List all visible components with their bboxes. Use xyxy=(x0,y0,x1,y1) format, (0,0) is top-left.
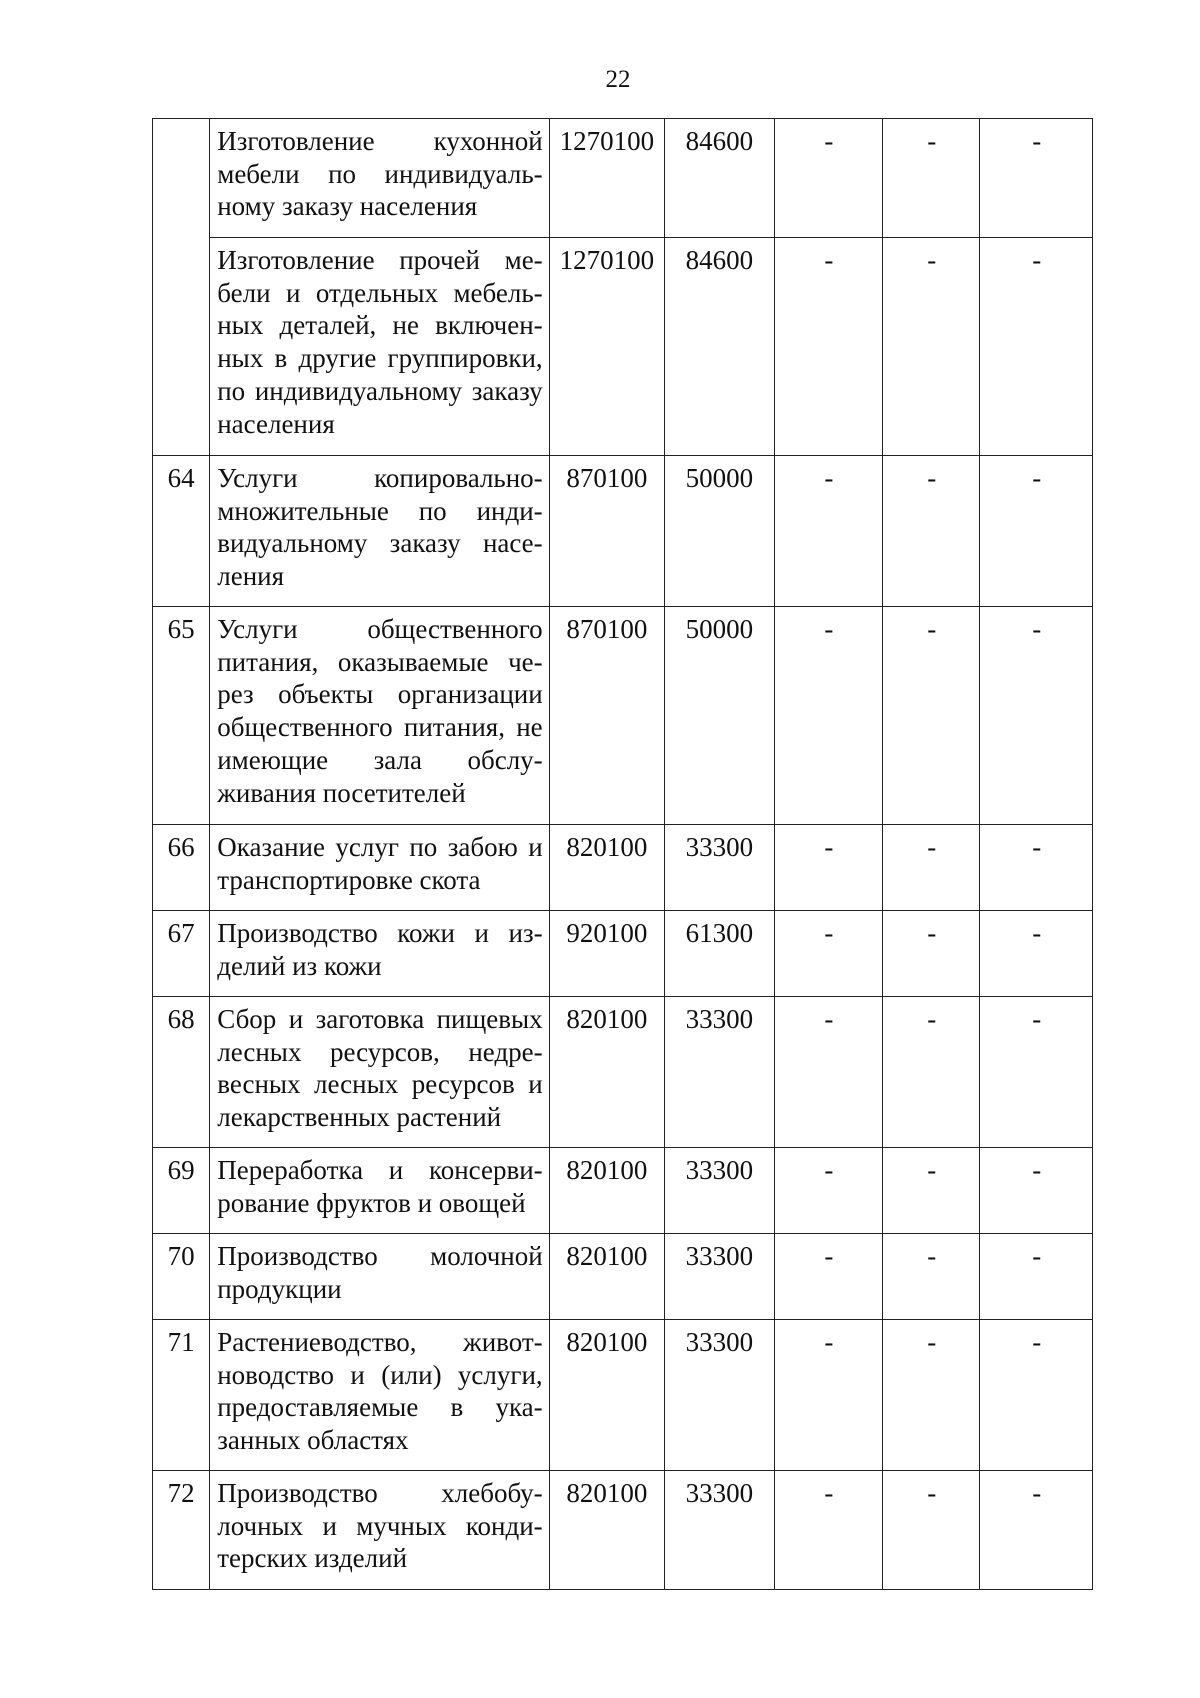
row-value-1: 920100 xyxy=(549,911,664,997)
table-row xyxy=(153,1234,1093,1320)
row-value-2: 33300 xyxy=(665,1148,774,1234)
row-col-6: - xyxy=(883,238,980,456)
row-value-1: 870100 xyxy=(549,456,664,607)
row-name: Производство хлебобулочных и мучных кондитерских изделий xyxy=(210,1471,549,1590)
table-body xyxy=(153,119,1093,1590)
row-number: 65 xyxy=(153,607,210,825)
row-col-7: - xyxy=(980,1471,1093,1590)
table-row xyxy=(153,456,1093,607)
row-col-5: - xyxy=(774,1148,882,1234)
row-name: Растениеводство, животноводство и (или) услуги, предоставляемые в указанных областях xyxy=(210,1320,549,1471)
row-number: 72 xyxy=(153,1471,210,1590)
row-value-2: 84600 xyxy=(665,119,774,238)
row-number: 64 xyxy=(153,456,210,607)
row-col-7: - xyxy=(980,911,1093,997)
row-value-2: 50000 xyxy=(665,456,774,607)
row-col-7: - xyxy=(980,456,1093,607)
row-col-5: - xyxy=(774,825,882,911)
row-col-6: - xyxy=(883,1320,980,1471)
row-value-1: 820100 xyxy=(549,1320,664,1471)
row-value-2: 50000 xyxy=(665,607,774,825)
row-value-1: 1270100 xyxy=(549,238,664,456)
row-col-7: - xyxy=(980,607,1093,825)
row-value-2: 33300 xyxy=(665,1234,774,1320)
row-value-1: 820100 xyxy=(549,1234,664,1320)
row-value-1: 820100 xyxy=(549,1148,664,1234)
row-value-1: 1270100 xyxy=(549,119,664,238)
row-number: 69 xyxy=(153,1148,210,1234)
table-row xyxy=(153,1320,1093,1471)
row-col-7: - xyxy=(980,1148,1093,1234)
table-row xyxy=(153,1471,1093,1590)
row-col-6: - xyxy=(883,911,980,997)
table-row xyxy=(153,997,1093,1148)
row-value-1: 820100 xyxy=(549,1471,664,1590)
row-col-6: - xyxy=(883,997,980,1148)
row-name: Услуги копировально-множительные по индивидуальному заказу населения xyxy=(210,456,549,607)
row-col-6: - xyxy=(883,825,980,911)
row-value-2: 33300 xyxy=(665,1320,774,1471)
table-row xyxy=(153,238,1093,456)
row-col-6: - xyxy=(883,119,980,238)
row-name: Изготовление кухонной мебели по индивидуальному заказу населения xyxy=(210,119,549,238)
row-col-6: - xyxy=(883,1148,980,1234)
row-value-1: 820100 xyxy=(549,825,664,911)
row-name: Услуги общественного питания, оказываемые через объекты организации общественного питания, не имеющие зала обслуживания посетителей xyxy=(210,607,549,825)
row-number xyxy=(153,238,210,456)
table-row xyxy=(153,911,1093,997)
row-col-7: - xyxy=(980,825,1093,911)
row-col-5: - xyxy=(774,238,882,456)
row-value-1: 820100 xyxy=(549,997,664,1148)
row-col-5: - xyxy=(774,997,882,1148)
row-col-7: - xyxy=(980,1320,1093,1471)
row-name: Переработка и консервирование фруктов и овощей xyxy=(210,1148,549,1234)
row-col-5: - xyxy=(774,1320,882,1471)
row-col-5: - xyxy=(774,1234,882,1320)
row-value-2: 33300 xyxy=(665,997,774,1148)
row-name: Изготовление прочей мебели и отдельных мебельных деталей, не включенных в другие группировки, по индивидуальному заказу населения xyxy=(210,238,549,456)
row-value-2: 33300 xyxy=(665,1471,774,1590)
row-col-7: - xyxy=(980,997,1093,1148)
row-col-6: - xyxy=(883,1471,980,1590)
row-number: 68 xyxy=(153,997,210,1148)
row-col-5: - xyxy=(774,911,882,997)
row-name: Производство молочной продукции xyxy=(210,1234,549,1320)
row-col-7: - xyxy=(980,238,1093,456)
row-col-6: - xyxy=(883,607,980,825)
row-number: 66 xyxy=(153,825,210,911)
row-name: Сбор и заготовка пищевых лесных ресурсов, недревесных лесных ресурсов и лекарственных растений xyxy=(210,997,549,1148)
row-value-2: 33300 xyxy=(665,825,774,911)
table-row xyxy=(153,1148,1093,1234)
row-col-5: - xyxy=(774,607,882,825)
row-number xyxy=(153,119,210,238)
row-value-2: 61300 xyxy=(665,911,774,997)
tariff-table xyxy=(152,118,1093,1590)
row-number: 67 xyxy=(153,911,210,997)
row-name: Производство кожи и изделий из кожи xyxy=(210,911,549,997)
row-name: Оказание услуг по забою и транспортировке скота xyxy=(210,825,549,911)
table-row xyxy=(153,825,1093,911)
row-col-7: - xyxy=(980,1234,1093,1320)
row-value-1: 870100 xyxy=(549,607,664,825)
page-number: 22 xyxy=(605,66,631,93)
row-col-6: - xyxy=(883,1234,980,1320)
row-col-7: - xyxy=(980,119,1093,238)
table-row xyxy=(153,607,1093,825)
row-col-5: - xyxy=(774,119,882,238)
row-number: 70 xyxy=(153,1234,210,1320)
table-row xyxy=(153,119,1093,238)
row-value-2: 84600 xyxy=(665,238,774,456)
row-col-5: - xyxy=(774,1471,882,1590)
row-col-5: - xyxy=(774,456,882,607)
row-number: 71 xyxy=(153,1320,210,1471)
row-col-6: - xyxy=(883,456,980,607)
